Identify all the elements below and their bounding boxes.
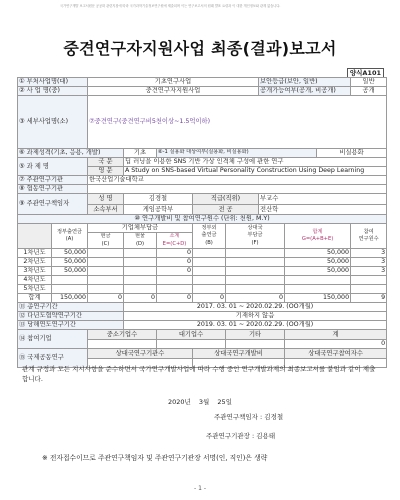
year-label: 4차년도 bbox=[18, 276, 52, 285]
pos-tag: 직급(직위) bbox=[193, 194, 259, 205]
firms-mid: 중소기업수 bbox=[88, 330, 157, 340]
name-tag: 성 명 bbox=[88, 194, 124, 205]
intl-c2: 상대국연구개발비 bbox=[193, 349, 285, 359]
year-people bbox=[351, 285, 387, 294]
host-value: 한국산업기술대학교 bbox=[88, 176, 387, 185]
year-people: 3 bbox=[351, 258, 387, 267]
intl-c3: 상대국연구참여자수 bbox=[285, 349, 387, 359]
signature-note: ※ 전자접수이므로 주관연구책임자 및 주관연구기관장 서명(인, 직인)은 생략 bbox=[42, 454, 268, 462]
row-ministry bbox=[18, 78, 387, 87]
year-other bbox=[226, 258, 285, 267]
group-corp: 기업체부담금 bbox=[88, 224, 193, 233]
host-label: ⑦ 주관연구기관 bbox=[18, 176, 88, 185]
year-kind bbox=[124, 276, 157, 285]
perf-value: 기초 bbox=[124, 149, 157, 158]
major-value: 전산학 bbox=[259, 204, 387, 215]
submission-statement: 관계 규정과 모든 지시사항을 준수하면서 국가연구개발사업에 따라 수행 중인 연구개발과제의 최종보고서를 붙임과 같이 제출 합니다. bbox=[22, 365, 376, 383]
perf-right: 비실용화 bbox=[317, 149, 387, 158]
budget-header: ⑩ 연구개발비 및 참여연구원수 (단위: 천원, M.Y) bbox=[18, 215, 387, 224]
coop-label: ⑧ 협동연구기관 bbox=[18, 185, 88, 194]
year-cash bbox=[88, 249, 124, 258]
total-period-label: ⑪ 총연구기간 bbox=[18, 303, 124, 312]
eng-title: A Study on SNS-based Virtual Personality Construction Using Deep Learning bbox=[124, 167, 387, 176]
row-total-period bbox=[18, 303, 387, 312]
security-label: 보안등급(보안, 일반) bbox=[259, 78, 351, 87]
page-number: - 1 - bbox=[194, 485, 206, 492]
name-value: 김경철 bbox=[124, 194, 193, 205]
intl-label: ⑮ 국제공동연구 bbox=[18, 349, 88, 368]
sum-other: 0 bbox=[226, 294, 285, 303]
submission-date bbox=[0, 397, 400, 406]
year-label: 1차년도 bbox=[18, 249, 52, 258]
year-period-label: ⑬ 당해연도연구기간 bbox=[18, 321, 124, 330]
year-total bbox=[285, 285, 351, 294]
year-label: 3차년도 bbox=[18, 267, 52, 276]
major-tag: 전 공 bbox=[193, 204, 259, 215]
perf-mid: ⑥-1 실용화 대상여부(실용화, 비실용화) bbox=[157, 149, 317, 158]
year-total bbox=[285, 276, 351, 285]
eng-tag: 영 문 bbox=[88, 167, 124, 176]
year-gov bbox=[52, 285, 88, 294]
year-local bbox=[193, 258, 226, 267]
report-form-table bbox=[17, 77, 387, 368]
firms-large: 대기업수 bbox=[157, 330, 226, 340]
row-task-kor bbox=[18, 158, 387, 167]
row-pi-1 bbox=[18, 194, 387, 205]
col-other: 상대국 부담금 (F) bbox=[226, 224, 285, 249]
row-coop bbox=[18, 185, 387, 194]
year-cash bbox=[88, 267, 124, 276]
year-sub: 0 bbox=[157, 249, 193, 258]
year-total: 50,000 bbox=[285, 258, 351, 267]
col-gov: 정부출연금 (A) bbox=[52, 224, 88, 249]
sum-kind: 0 bbox=[124, 294, 157, 303]
year-gov: 50,000 bbox=[52, 267, 88, 276]
multi-period-label: ⑫ 다년도협약연구기간 bbox=[18, 312, 124, 321]
year-gov bbox=[52, 276, 88, 285]
disclose-value: 공개 bbox=[351, 87, 387, 96]
sum-label: 합계 bbox=[18, 294, 52, 303]
form-code-badge: 양식A101 bbox=[347, 68, 384, 78]
disclose-label: 공개가능여부(공개, 비공개) bbox=[259, 87, 351, 96]
year-cash bbox=[88, 276, 124, 285]
sum-sub: 0 bbox=[157, 294, 193, 303]
perf-label: ⑥ 과제성격(기초, 응용, 개발) bbox=[18, 149, 124, 158]
detail-value: ⑦중견연구(중견연구비5천이상~1.5억이하) bbox=[88, 96, 387, 149]
row-budget-group bbox=[18, 224, 387, 233]
budget-year-row bbox=[18, 249, 387, 258]
year-label: 2차년도 bbox=[18, 258, 52, 267]
year-local bbox=[193, 267, 226, 276]
year-total: 50,000 bbox=[285, 267, 351, 276]
coop-value bbox=[88, 185, 387, 194]
col-people: 참여 연구원수 bbox=[351, 224, 387, 249]
dept-value: 게임공학부 bbox=[124, 204, 193, 215]
total-period-value: 2017. 03. 01 ~ 2020.02.29. (OO개월) bbox=[124, 303, 387, 312]
dept-tag: 소속부서 bbox=[88, 204, 124, 215]
page-title: 중견연구자지원사업 최종(결과)보고서 bbox=[63, 39, 337, 58]
kor-tag: 국 문 bbox=[88, 158, 124, 167]
budget-year-row bbox=[18, 267, 387, 276]
row-host bbox=[18, 176, 387, 185]
sum-people: 9 bbox=[351, 294, 387, 303]
year-people: 3 bbox=[351, 249, 387, 258]
multi-period-value: 기재하지 않음 bbox=[124, 312, 387, 321]
sum-cash: 0 bbox=[88, 294, 124, 303]
year-sub bbox=[157, 285, 193, 294]
row-intl-head bbox=[18, 349, 387, 359]
year-total: 50,000 bbox=[285, 249, 351, 258]
year-kind bbox=[124, 285, 157, 294]
sum-gov: 150,000 bbox=[52, 294, 88, 303]
budget-year-row bbox=[18, 276, 387, 285]
row-project bbox=[18, 87, 387, 96]
year-other bbox=[226, 267, 285, 276]
firms-sum: 계 bbox=[285, 330, 387, 340]
year-kind bbox=[124, 249, 157, 258]
year-people bbox=[351, 276, 387, 285]
year-cash bbox=[88, 285, 124, 294]
year-sub: 0 bbox=[157, 267, 193, 276]
intl-c1: 상대국연구기관수 bbox=[88, 349, 193, 359]
year-kind bbox=[124, 258, 157, 267]
date-day: 25일 bbox=[217, 398, 232, 406]
year-kind bbox=[124, 267, 157, 276]
pos-value: 부교수 bbox=[259, 194, 387, 205]
date-month: 3월 bbox=[198, 398, 210, 406]
task-label: ⑤ 과 제 명 bbox=[18, 158, 88, 176]
budget-year-row bbox=[18, 258, 387, 267]
sum-local: 0 bbox=[193, 294, 226, 303]
row-detail bbox=[18, 96, 387, 149]
year-other bbox=[226, 276, 285, 285]
year-other bbox=[226, 285, 285, 294]
budget-year-row bbox=[18, 285, 387, 294]
firms-mid-value bbox=[88, 339, 157, 349]
year-label: 5차년도 bbox=[18, 285, 52, 294]
col-local: 정부외 출연금 (B) bbox=[193, 224, 226, 249]
col-sub: 소계 E=(C+D) bbox=[157, 233, 193, 249]
row-multi-period bbox=[18, 312, 387, 321]
row-year-period bbox=[18, 321, 387, 330]
firms-other-value bbox=[226, 339, 285, 349]
year-cash bbox=[88, 258, 124, 267]
budget-year-rows bbox=[18, 249, 387, 294]
year-period-value: 2019. 03. 01 ~ 2020.02.29. (OO개월) bbox=[124, 321, 387, 330]
year-local bbox=[193, 285, 226, 294]
year-sub bbox=[157, 276, 193, 285]
firms-other: 기타 bbox=[226, 330, 285, 340]
year-other bbox=[226, 249, 285, 258]
sum-total: 150,000 bbox=[285, 294, 351, 303]
detail-label: ③ 세부사업명(소) bbox=[18, 96, 88, 149]
year-sub: 0 bbox=[157, 258, 193, 267]
year-local bbox=[193, 249, 226, 258]
pi-signature: 주관연구책임자 : 김경철 bbox=[214, 413, 284, 421]
year-people: 3 bbox=[351, 267, 387, 276]
ministry-label: ① 부처사업명(대) bbox=[18, 78, 88, 87]
year-gov: 50,000 bbox=[52, 258, 88, 267]
col-total: 합계 G=(A+B+E) bbox=[285, 224, 351, 249]
row-budget-header bbox=[18, 215, 387, 224]
col-cash: 현금 (C) bbox=[88, 233, 124, 249]
row-budget-sum bbox=[18, 294, 387, 303]
head-signature: 주관연구기관장 : 김용태 bbox=[206, 432, 276, 440]
year-local bbox=[193, 276, 226, 285]
top-disclaimer: 국가연구개발 보고서원문 공공화 관련지침에 따라 국가과학기술정보연구원에 제출되며 이는 연구보고서의 원래 발표 요령과 이 대한 개인정보와 관계 없습니다. bbox=[60, 4, 281, 8]
firms-label: ⑭ 참여기업 bbox=[18, 330, 88, 349]
project-label: ② 사 업 명(중) bbox=[18, 87, 88, 96]
firms-large-value bbox=[157, 339, 226, 349]
pi-label: ⑨ 주관연구책임자 bbox=[18, 194, 88, 215]
year-gov: 50,000 bbox=[52, 249, 88, 258]
ministry-value: 기초연구사업 bbox=[88, 78, 259, 87]
row-firms-head bbox=[18, 330, 387, 340]
col-kind: 현물 (D) bbox=[124, 233, 157, 249]
firms-sum-value: 0 bbox=[285, 339, 387, 349]
project-value: 중견연구자지원사업 bbox=[88, 87, 259, 96]
kor-title: 딥 러닝을 이용한 SNS 기반 가상 인격체 구성에 관한 연구 bbox=[124, 158, 387, 167]
security-value: 일반 bbox=[351, 78, 387, 87]
date-year: 2020년 bbox=[168, 398, 191, 406]
row-perf bbox=[18, 149, 387, 158]
